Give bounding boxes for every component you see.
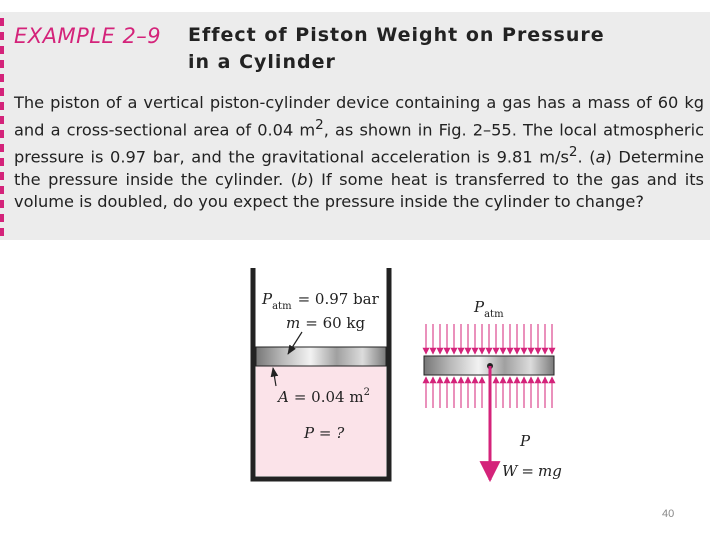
example-title: Effect of Piston Weight on Pressure in a Cylinder — [188, 24, 605, 73]
atmospheric-pressure-arrows — [426, 324, 552, 354]
example-label: EXAMPLE 2–9 — [14, 24, 162, 48]
body-text: ) Determine the pressure inside the cylinder. ( — [14, 147, 705, 189]
body-superscript: 2 — [315, 117, 324, 133]
free-body-diagram — [424, 298, 562, 480]
piston — [256, 347, 386, 366]
weight-label: W = mg — [502, 462, 562, 480]
body-italic: a — [595, 147, 606, 167]
right-p-atm-label: $P_{atm}$ — [474, 298, 504, 320]
body-text: . ( — [577, 147, 596, 167]
body-text: , as shown in Fig. 2–55. The local atmospheric pressure is 0.97 bar, and the gravitational acceleration is 9.81 m/s — [14, 120, 704, 167]
figure-2-55 — [240, 262, 570, 492]
body-text: The piston of a vertical piston-cylinder device containing a gas has a mass of 60 kg and a cross-sectional area of 0.04 m — [14, 93, 704, 140]
page-number: 40 — [662, 508, 675, 520]
example-body — [14, 92, 704, 213]
cylinder-diagram — [253, 268, 389, 479]
p-atm-label: $P_{atm} = 0.97$ bar — [262, 290, 379, 312]
unknown-pressure-label: P = ? — [304, 424, 345, 442]
mass-label: m = 60 kg — [286, 314, 366, 332]
body-italic: b — [297, 169, 308, 189]
body-text: ) If some heat is transferred to the gas and its volume is doubled, do you expect the pressure inside the cylinder to change? — [14, 169, 704, 211]
area-label: A = 0.04 $m^2$ — [278, 387, 370, 406]
margin-dash-decoration — [0, 18, 4, 240]
body-superscript: 2 — [568, 144, 578, 161]
gas-pressure-label: P — [520, 432, 531, 450]
